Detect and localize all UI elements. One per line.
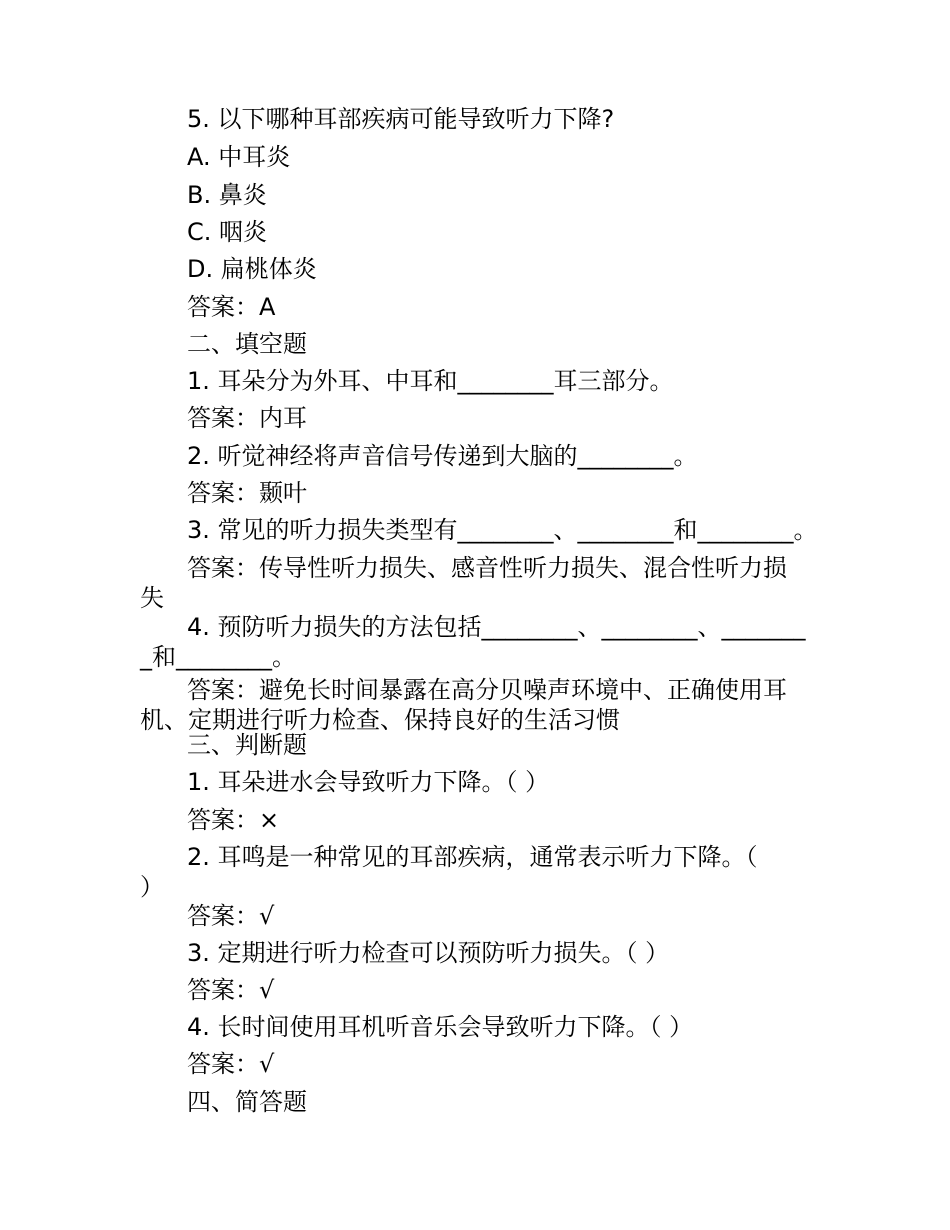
tf-question-2: 2. 耳鸣是一种常见的耳部疾病，通常表示听力下降。（ ） xyxy=(140,843,758,901)
option-c: C. 咽炎 xyxy=(187,218,268,246)
section-short-answer: 四、简答题 xyxy=(187,1088,307,1116)
fill-answer-3: 答案：传导性听力损失、感音性听力损失、混合性听力损失 xyxy=(140,554,787,612)
fill-answer-1: 答案：内耳 xyxy=(187,404,307,432)
option-b: B. 鼻炎 xyxy=(187,181,267,209)
fill-question-2: 2. 听觉神经将声音信号传递到大脑的________。 xyxy=(187,442,698,470)
option-d: D. 扁桃体炎 xyxy=(187,255,317,283)
section-true-false: 三、判断题 xyxy=(187,731,307,759)
option-a: A. 中耳炎 xyxy=(187,143,291,171)
fill-question-3: 3. 常见的听力损失类型有________、________和________。 xyxy=(187,516,818,544)
tf-answer-3: 答案：√ xyxy=(187,976,275,1004)
fill-answer-2: 答案：颞叶 xyxy=(187,479,307,507)
question-5: 5. 以下哪种耳部疾病可能导致听力下降? xyxy=(187,105,615,133)
tf-question-1: 1. 耳朵进水会导致听力下降。（ ） xyxy=(187,768,550,796)
fill-question-4: 4. 预防听力损失的方法包括________、________、________和________。 xyxy=(140,613,806,671)
tf-answer-4: 答案：√ xyxy=(187,1050,275,1078)
section-fill-blank: 二、填空题 xyxy=(187,330,307,358)
answer-q5: 答案：A xyxy=(187,293,276,321)
tf-answer-2: 答案：√ xyxy=(187,902,275,930)
tf-question-4: 4. 长时间使用耳机听音乐会导致听力下降。（ ） xyxy=(187,1013,694,1041)
tf-answer-1: 答案：× xyxy=(187,806,280,834)
fill-answer-4: 答案：避免长时间暴露在高分贝噪声环境中、正确使用耳机、定期进行听力检查、保持良好的生活习惯 xyxy=(140,676,787,734)
fill-question-1: 1. 耳朵分为外耳、中耳和________耳三部分。 xyxy=(187,367,674,395)
tf-question-3: 3. 定期进行听力检查可以预防听力损失。（ ） xyxy=(187,939,670,967)
